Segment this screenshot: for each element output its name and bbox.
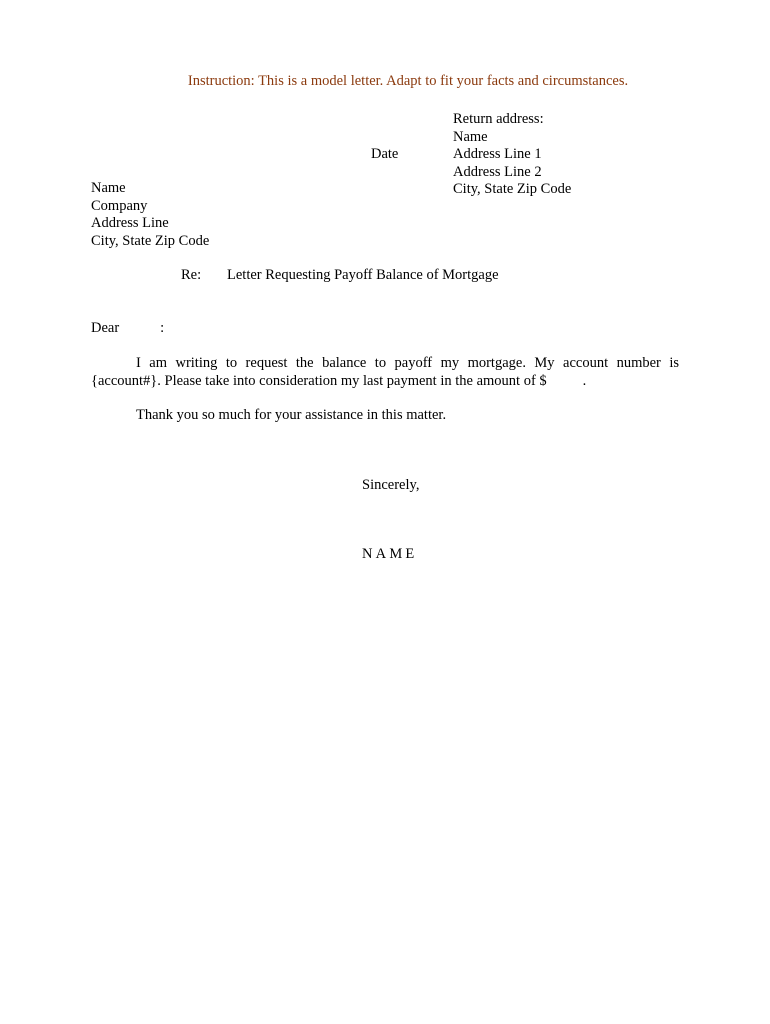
return-address-label: Return address: [453, 111, 544, 127]
recipient-address-block [91, 180, 209, 250]
return-address-line1: Address Line 1 [453, 146, 542, 162]
body-paragraph-1 [91, 355, 679, 390]
instruction-note: Instruction: This is a model letter. Adapt to fit your facts and circumstances. [187, 73, 629, 89]
return-address-city-state-zip: City, State Zip Code [453, 181, 572, 197]
closing: Sincerely, [362, 477, 420, 493]
return-address-name: Name [453, 128, 488, 145]
re-label: Re: [181, 267, 202, 283]
letter-date: Date [371, 146, 399, 162]
recipient-address-line: Address Line [91, 215, 169, 231]
body-paragraph-2: Thank you so much for your assistance in this matter. [136, 407, 447, 423]
return-address-block [453, 111, 571, 199]
salutation-greeting: Dear [91, 320, 120, 336]
re-subject: Letter Requesting Payoff Balance of Mortgage [227, 267, 499, 283]
recipient-name: Name [91, 180, 126, 196]
recipient-city-state-zip: City, State Zip Code [91, 232, 210, 249]
body-paragraph-1-end: . [582, 372, 587, 389]
signature-name: NAME [362, 546, 418, 562]
salutation [91, 320, 164, 338]
salutation-colon: : [160, 320, 165, 336]
recipient-company: Company [91, 197, 148, 214]
return-address-line2: Address Line 2 [453, 163, 542, 180]
body-paragraph-1-text: I am writing to request the balance to payoff my mortgage. My account number is {account#}. Please take into consideration my last payment in the amount of $ [91, 355, 679, 389]
